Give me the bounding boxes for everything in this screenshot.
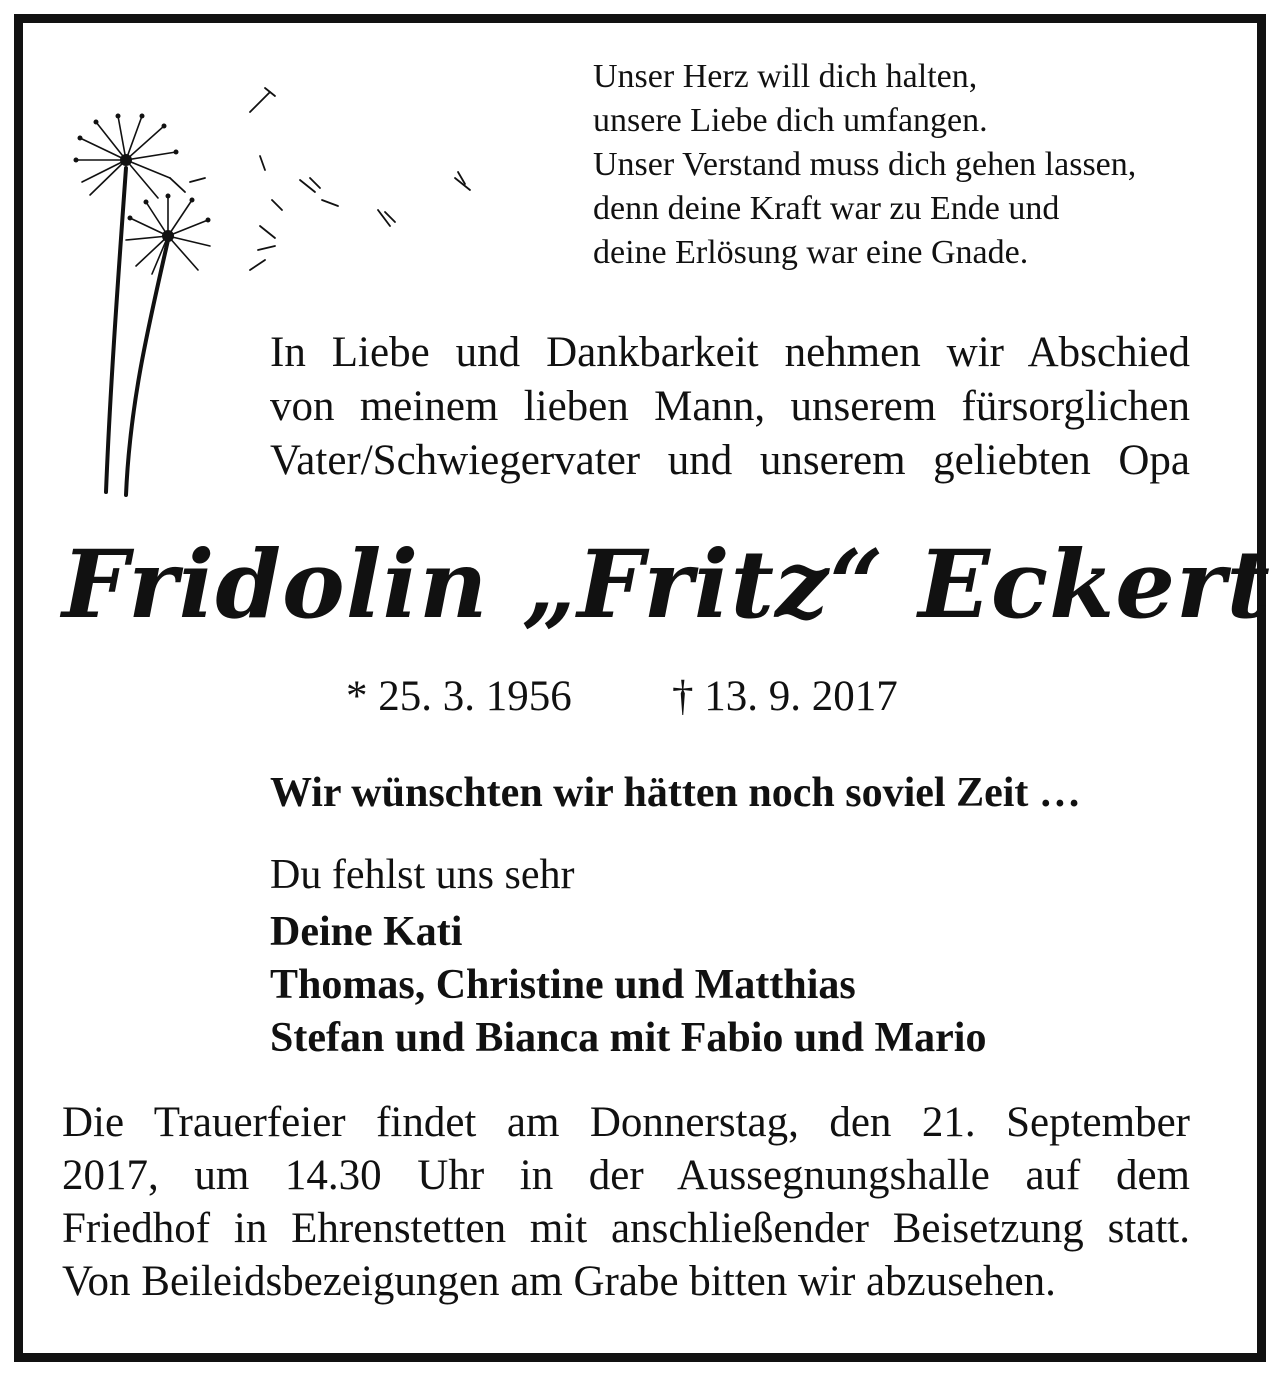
family-line: Deine Kati	[270, 909, 463, 955]
funeral-line: Von Beileidsbezeigungen am Grabe bitten wir abzusehen.	[62, 1258, 1056, 1305]
funeral-line: Die Trauerfeier findet am Donnerstag, den 21. September	[62, 1099, 1190, 1146]
death-date: † 13. 9. 2017	[672, 673, 898, 720]
poem-line: unsere Liebe dich umfangen.	[593, 102, 988, 139]
intro-line: von meinem lieben Mann, unserem fürsorglichen	[270, 383, 1190, 430]
poem-line: denn deine Kraft war zu Ende und	[593, 190, 1060, 227]
poem-line: Unser Herz will dich halten,	[593, 58, 978, 95]
intro-text	[270, 326, 1190, 488]
family-signatures	[270, 906, 986, 1065]
family-line: Stefan und Bianca mit Fabio und Mario	[270, 1015, 987, 1061]
intro-line: Vater/Schwiegervater und unserem geliebten Opa	[270, 437, 1190, 484]
poem-line: deine Erlösung war eine Gnade.	[593, 234, 1029, 271]
poem-line: Unser Verstand muss dich gehen lassen,	[593, 146, 1137, 183]
family-line: Thomas, Christine und Matthias	[270, 962, 856, 1008]
intro-line: In Liebe und Dankbarkeit nehmen wir Abschied	[270, 329, 1190, 376]
funeral-line: 2017, um 14.30 Uhr in der Aussegnungshalle auf dem	[62, 1152, 1190, 1199]
funeral-notice	[62, 1096, 1190, 1308]
deceased-name: Fridolin „Fritz“ Eckert	[62, 530, 1271, 640]
birth-date: * 25. 3. 1956	[346, 673, 572, 720]
funeral-line: Friedhof in Ehrenstetten mit anschließender Beisetzung statt.	[62, 1205, 1190, 1252]
motto: Wir wünschten wir hätten noch soviel Zeit …	[270, 770, 1081, 816]
poem	[593, 55, 1136, 275]
missed-text: Du fehlst uns sehr	[270, 852, 575, 898]
